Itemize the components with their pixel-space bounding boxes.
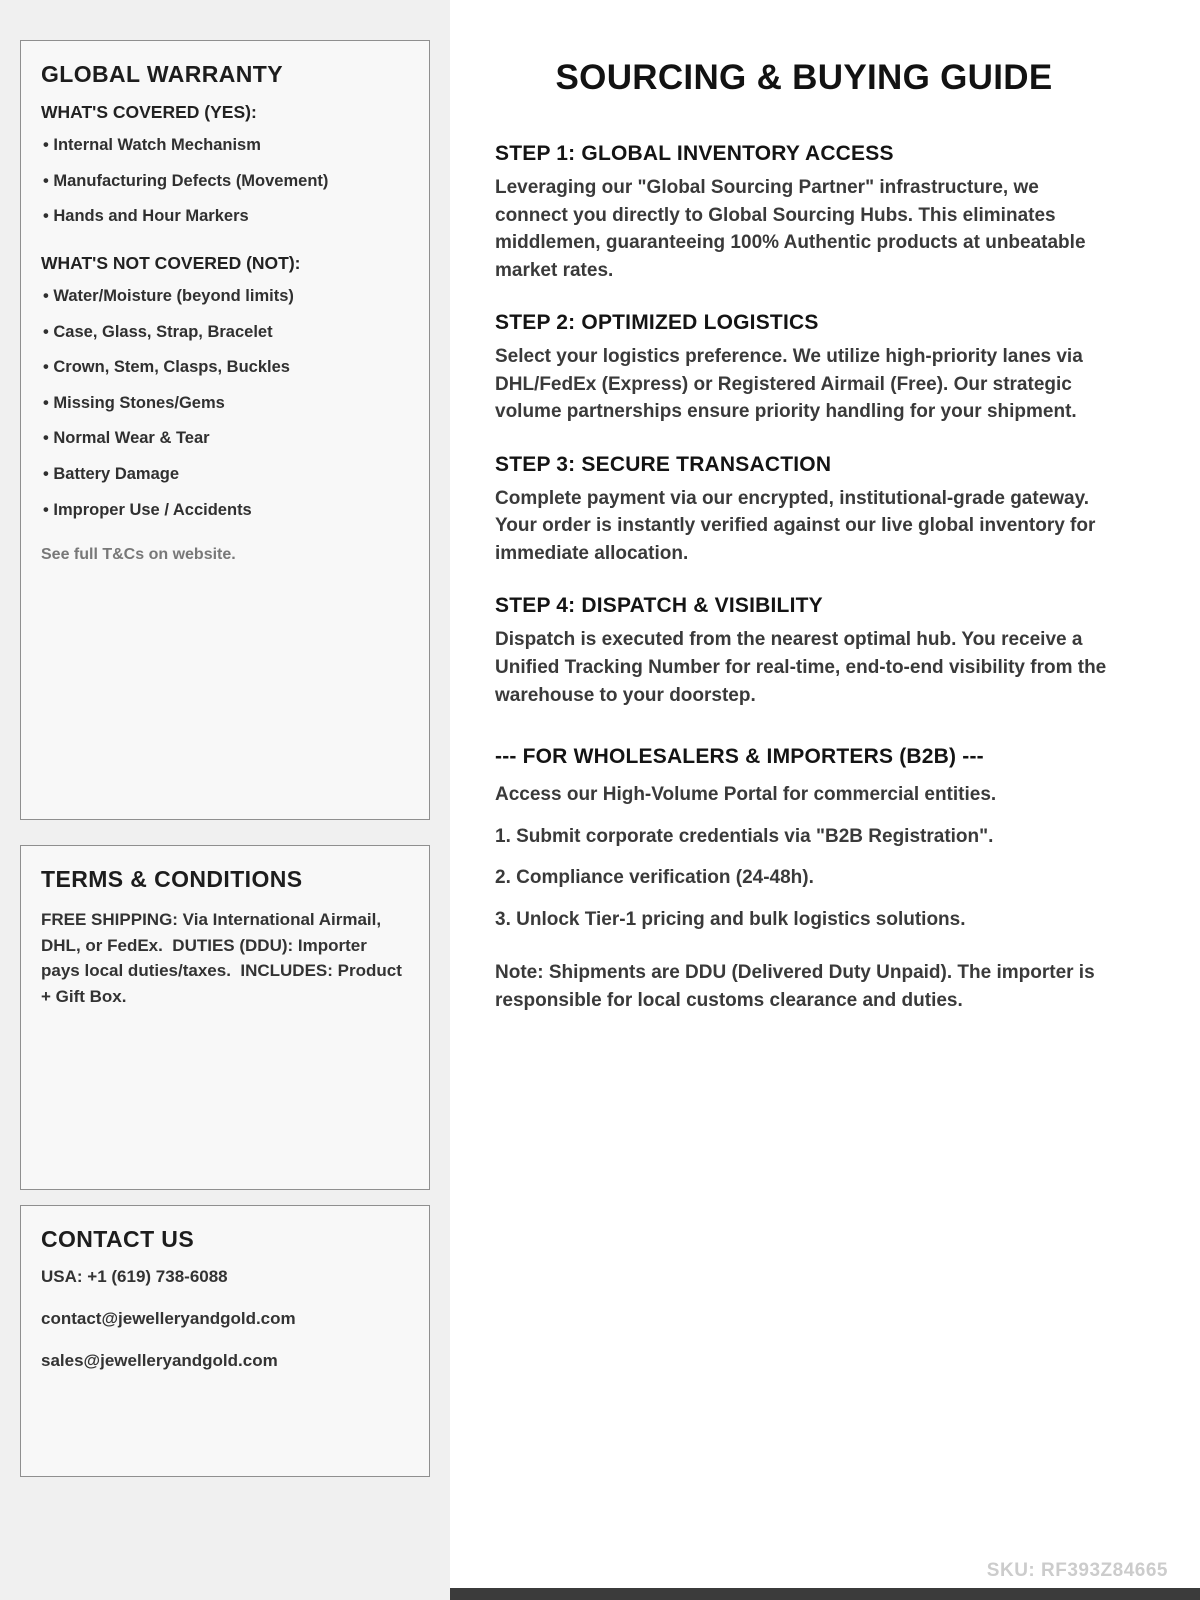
b2b-step-3: 3. Unlock Tier-1 pricing and bulk logistics solutions. [495, 908, 966, 930]
b2b-step-2: 2. Compliance verification (24-48h). [495, 867, 814, 889]
contact-panel [20, 1205, 430, 1477]
step-4-section [495, 594, 1113, 709]
step-2-section [495, 311, 1113, 426]
list-item: • Hands and Hour Markers [43, 206, 409, 227]
contact-email-sales: sales@jewelleryandgold.com [41, 1351, 278, 1370]
guide-column [495, 58, 1113, 1014]
list-item: • Battery Damage [43, 464, 409, 485]
list-item: • Missing Stones/Gems [43, 393, 409, 414]
warranty-not-covered-list [41, 286, 409, 520]
terms-body: FREE SHIPPING: Via International Airmail, DHL, or FedEx. DUTIES (DDU): Importer pays local duties/taxes. INCLUDES: Product + Gift Box. [41, 910, 407, 1006]
step-2-body: Select your logistics preference. We utilize high-priority lanes via DHL/FedEx (Express) or Registered Airmail (Free). Our strategic volume partnerships ensure priority handling for your shipment. [495, 346, 1083, 423]
page-title: SOURCING & BUYING GUIDE [555, 58, 1053, 97]
step-2-heading: STEP 2: OPTIMIZED LOGISTICS [495, 311, 819, 335]
list-item: • Normal Wear & Tear [43, 428, 409, 449]
list-item: • Internal Watch Mechanism [43, 135, 409, 156]
warranty-title: GLOBAL WARRANTY [41, 61, 283, 87]
terms-panel [20, 845, 430, 1190]
step-3-body: Complete payment via our encrypted, institutional-grade gateway. Your order is instantly verified against our live global inventory for immediate allocation. [495, 487, 1096, 564]
b2b-step-1: 1. Submit corporate credentials via "B2B Registration". [495, 825, 994, 847]
sku-label: SKU: RF393Z84665 [986, 1560, 1168, 1581]
contact-phone: USA: +1 (619) 738-6088 [41, 1267, 228, 1286]
list-item: • Improper Use / Accidents [43, 500, 409, 521]
list-item: • Crown, Stem, Clasps, Buckles [43, 357, 409, 378]
list-item: • Water/Moisture (beyond limits) [43, 286, 409, 307]
step-1-heading: STEP 1: GLOBAL INVENTORY ACCESS [495, 142, 894, 165]
contact-email-primary: contact@jewelleryandgold.com [41, 1309, 296, 1328]
step-3-section [495, 453, 1113, 568]
warranty-covered-list [41, 135, 409, 227]
step-1-body: Leveraging our "Global Sourcing Partner" infrastructure, we connect you directly to Global Sourcing Hubs. This eliminates middlemen, guaranteeing 100% Authentic products at unbeatable market rates. [495, 177, 1086, 281]
b2b-intro: Access our High-Volume Portal for commercial entities. [495, 784, 997, 806]
step-1-section [495, 142, 1113, 284]
warranty-panel [20, 40, 430, 820]
contact-title: CONTACT US [41, 1226, 195, 1252]
warranty-footnote: See full T&Cs on website. [41, 546, 236, 564]
b2b-heading: --- FOR WHOLESALERS & IMPORTERS (B2B) --- [495, 745, 984, 769]
sidebar [0, 0, 450, 1600]
b2b-note: Note: Shipments are DDU (Delivered Duty Unpaid). The importer is responsible for local customs clearance and duties. [495, 962, 1095, 1011]
warranty-not-covered-heading: WHAT'S NOT COVERED (NOT): [41, 252, 301, 273]
list-item: • Case, Glass, Strap, Bracelet [43, 322, 409, 343]
terms-title: TERMS & CONDITIONS [41, 866, 303, 892]
step-4-heading: STEP 4: DISPATCH & VISIBILITY [495, 594, 823, 618]
warranty-covered-heading: WHAT'S COVERED (YES): [41, 102, 257, 122]
step-4-body: Dispatch is executed from the nearest optimal hub. You receive a Unified Tracking Number for real-time, end-to-end visibility from the warehouse to your doorstep. [495, 629, 1107, 706]
main-content [450, 0, 1200, 1600]
step-3-heading: STEP 3: SECURE TRANSACTION [495, 452, 832, 476]
b2b-section [495, 745, 1113, 1014]
bottom-dark-strip [450, 1588, 1200, 1600]
list-item: • Manufacturing Defects (Movement) [43, 171, 409, 192]
